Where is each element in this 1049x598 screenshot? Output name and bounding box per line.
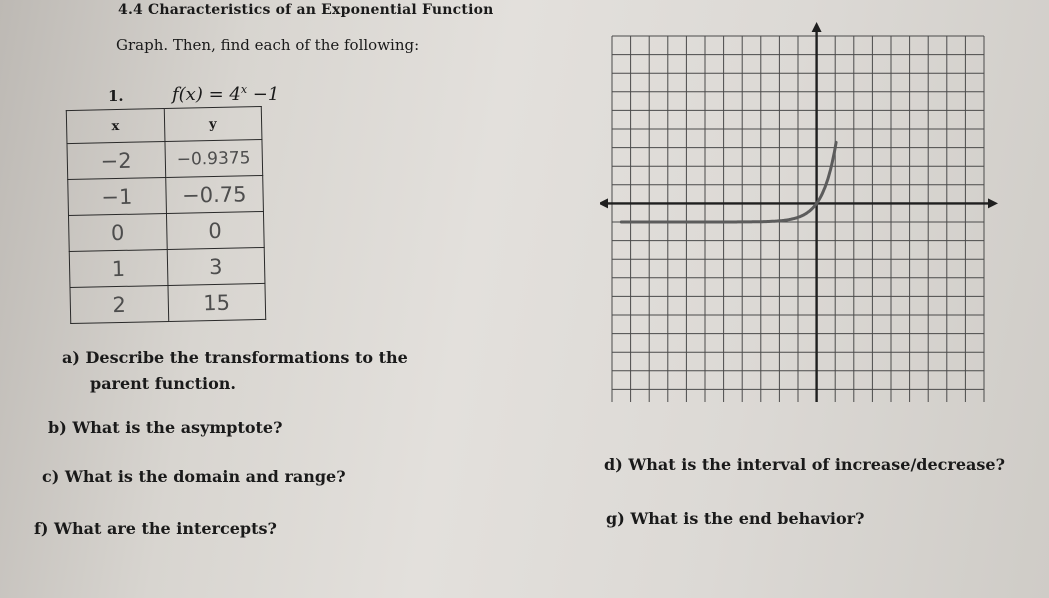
axes — [600, 22, 998, 402]
x-axis-arrow-left — [600, 198, 608, 208]
question-f: f) What are the intercepts? — [34, 519, 277, 538]
table-cell-y: −0.75 — [165, 175, 263, 213]
table-cell-x: −1 — [68, 178, 166, 216]
table-row — [68, 211, 264, 251]
table-row — [69, 247, 265, 287]
table-cell-y: 3 — [167, 247, 265, 285]
instructions: Graph. Then, find each of the following: — [116, 36, 420, 54]
question-a — [62, 345, 408, 397]
question-g: g) What is the end behavior? — [606, 509, 865, 528]
function-tail: −1 — [247, 84, 280, 105]
table-cell-x: 1 — [69, 249, 167, 287]
page-title: 4.4 Characteristics of an Exponential Function — [118, 2, 494, 18]
table-row — [70, 283, 266, 323]
table-cell-y: −0.9375 — [164, 139, 262, 177]
function-exponent: x — [240, 83, 248, 96]
table-header-x: x — [66, 109, 164, 144]
table-cell-x: −2 — [67, 142, 165, 180]
question-a-line2: parent function. — [90, 374, 236, 393]
graphed-curve — [621, 142, 836, 222]
table-row — [68, 175, 264, 215]
question-d: d) What is the interval of increase/decrease? — [604, 455, 1005, 474]
problem-number: 1. — [108, 87, 124, 105]
table-cell-y: 15 — [167, 283, 265, 321]
x-axis-arrow-right — [988, 198, 998, 208]
table-row — [67, 139, 263, 179]
coordinate-grid — [600, 22, 1000, 402]
table-header-row — [66, 106, 262, 143]
question-b: b) What is the asymptote? — [48, 418, 283, 437]
function-expression — [172, 83, 279, 105]
xy-table — [66, 106, 266, 324]
y-axis-arrow-up — [812, 22, 822, 32]
question-c: c) What is the domain and range? — [42, 467, 346, 486]
question-a-line1: a) Describe the transformations to the — [62, 348, 408, 367]
grid-lines — [612, 36, 984, 402]
table-header-y: y — [164, 106, 262, 141]
table-cell-x: 0 — [68, 214, 166, 252]
function-base: f(x) = 4 — [172, 84, 241, 105]
table-cell-y: 0 — [166, 211, 264, 249]
table-cell-x: 2 — [70, 285, 168, 323]
